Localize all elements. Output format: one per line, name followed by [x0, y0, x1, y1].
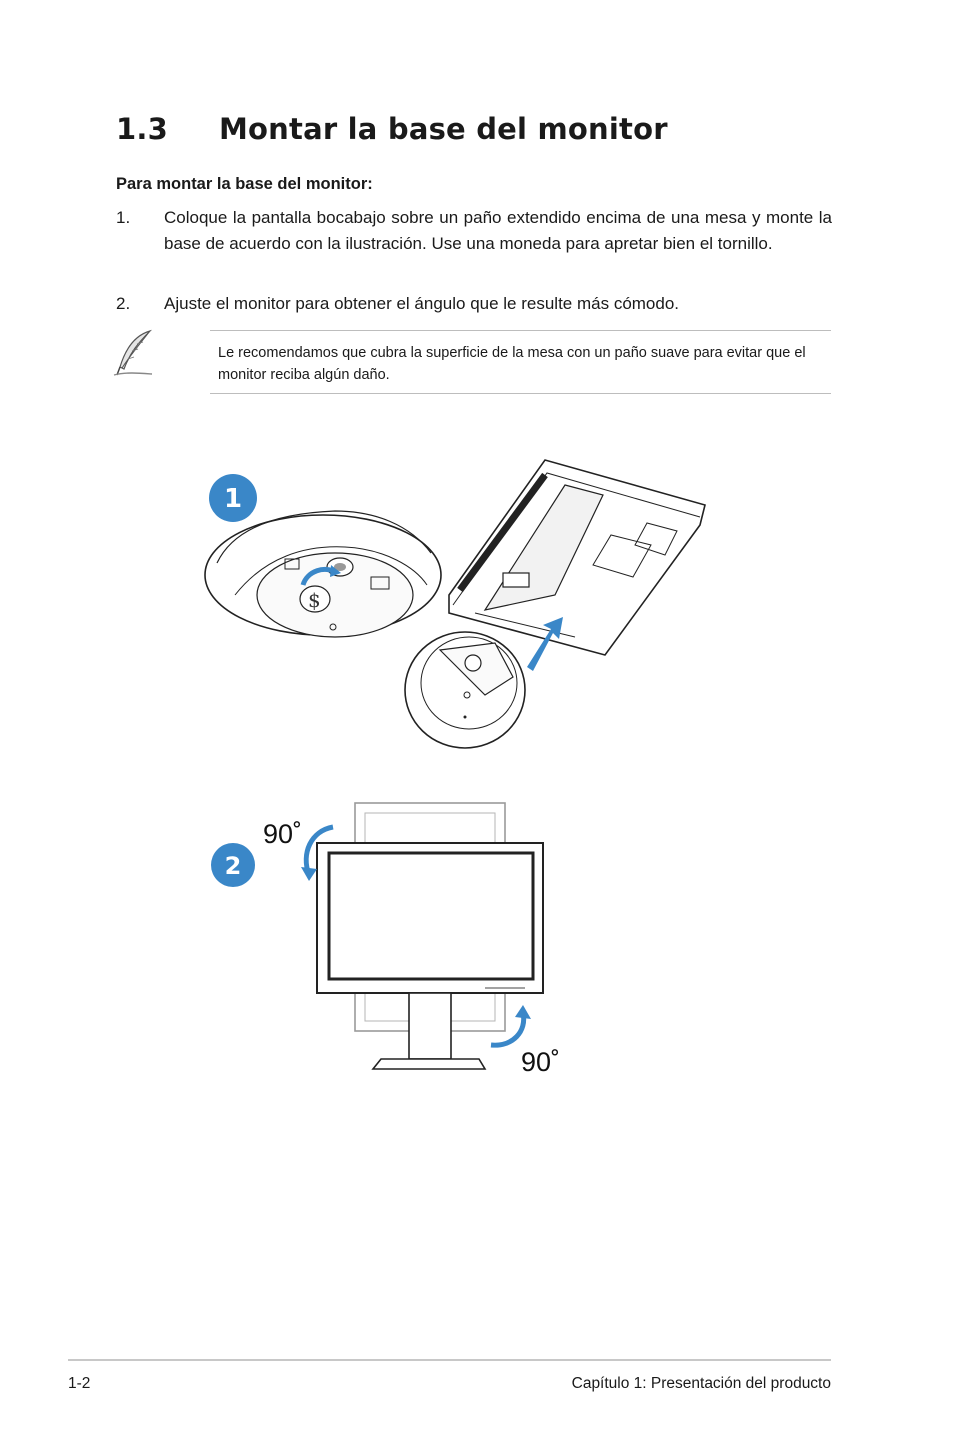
svg-text:$: $ — [308, 588, 321, 612]
base-mounting-illustration — [195, 445, 715, 755]
monitor-back-face-down — [449, 460, 705, 655]
step-2-badge — [211, 843, 255, 887]
screw-detail-circle — [205, 511, 441, 637]
step-1-badge-label: 1 — [223, 484, 243, 514]
section-number: 1.3 — [116, 112, 168, 146]
monitor-stand-foot — [373, 1059, 485, 1069]
step-2-badge-label: 2 — [224, 852, 242, 880]
step-1-badge — [209, 474, 257, 522]
chapter-title: Capítulo 1: Presentación del producto — [571, 1375, 831, 1392]
note-text: Le recomendamos que cubra la superficie de la mesa con un paño suave para evitar que el monitor reciba algún daño. — [218, 345, 806, 383]
monitor-rotation-illustration — [205, 795, 565, 1080]
monitor-stand-neck — [409, 993, 451, 1059]
monitor-front — [317, 843, 543, 993]
step-text: Coloque la pantalla bocabajo sobre un paño extendido encima de una mesa y monte la base de acuerdo con la ilustración. Use una moneda para apretar bien el tornillo. — [164, 208, 832, 253]
step-text: Ajuste el monitor para obtener el ángulo que le resulte más cómodo. — [164, 294, 680, 313]
section-title-text: Montar la base del monitor — [219, 112, 668, 146]
rotate-arrow-bottom — [491, 1013, 524, 1045]
step-2 — [116, 291, 832, 317]
step-1 — [116, 205, 832, 257]
step-number: 1. — [116, 208, 131, 227]
base-stand-disc — [405, 632, 525, 748]
angle-label-top: 90˚ — [263, 819, 303, 849]
feather-pen-icon — [112, 329, 156, 379]
procedure-heading: Para montar la base del monitor: — [116, 175, 373, 193]
note-box — [210, 330, 831, 394]
page-number: 1-2 — [68, 1375, 91, 1392]
step-number: 2. — [116, 294, 131, 313]
footer-divider — [68, 1359, 831, 1361]
section-title — [116, 112, 668, 146]
angle-label-bottom: 90˚ — [521, 1047, 561, 1077]
